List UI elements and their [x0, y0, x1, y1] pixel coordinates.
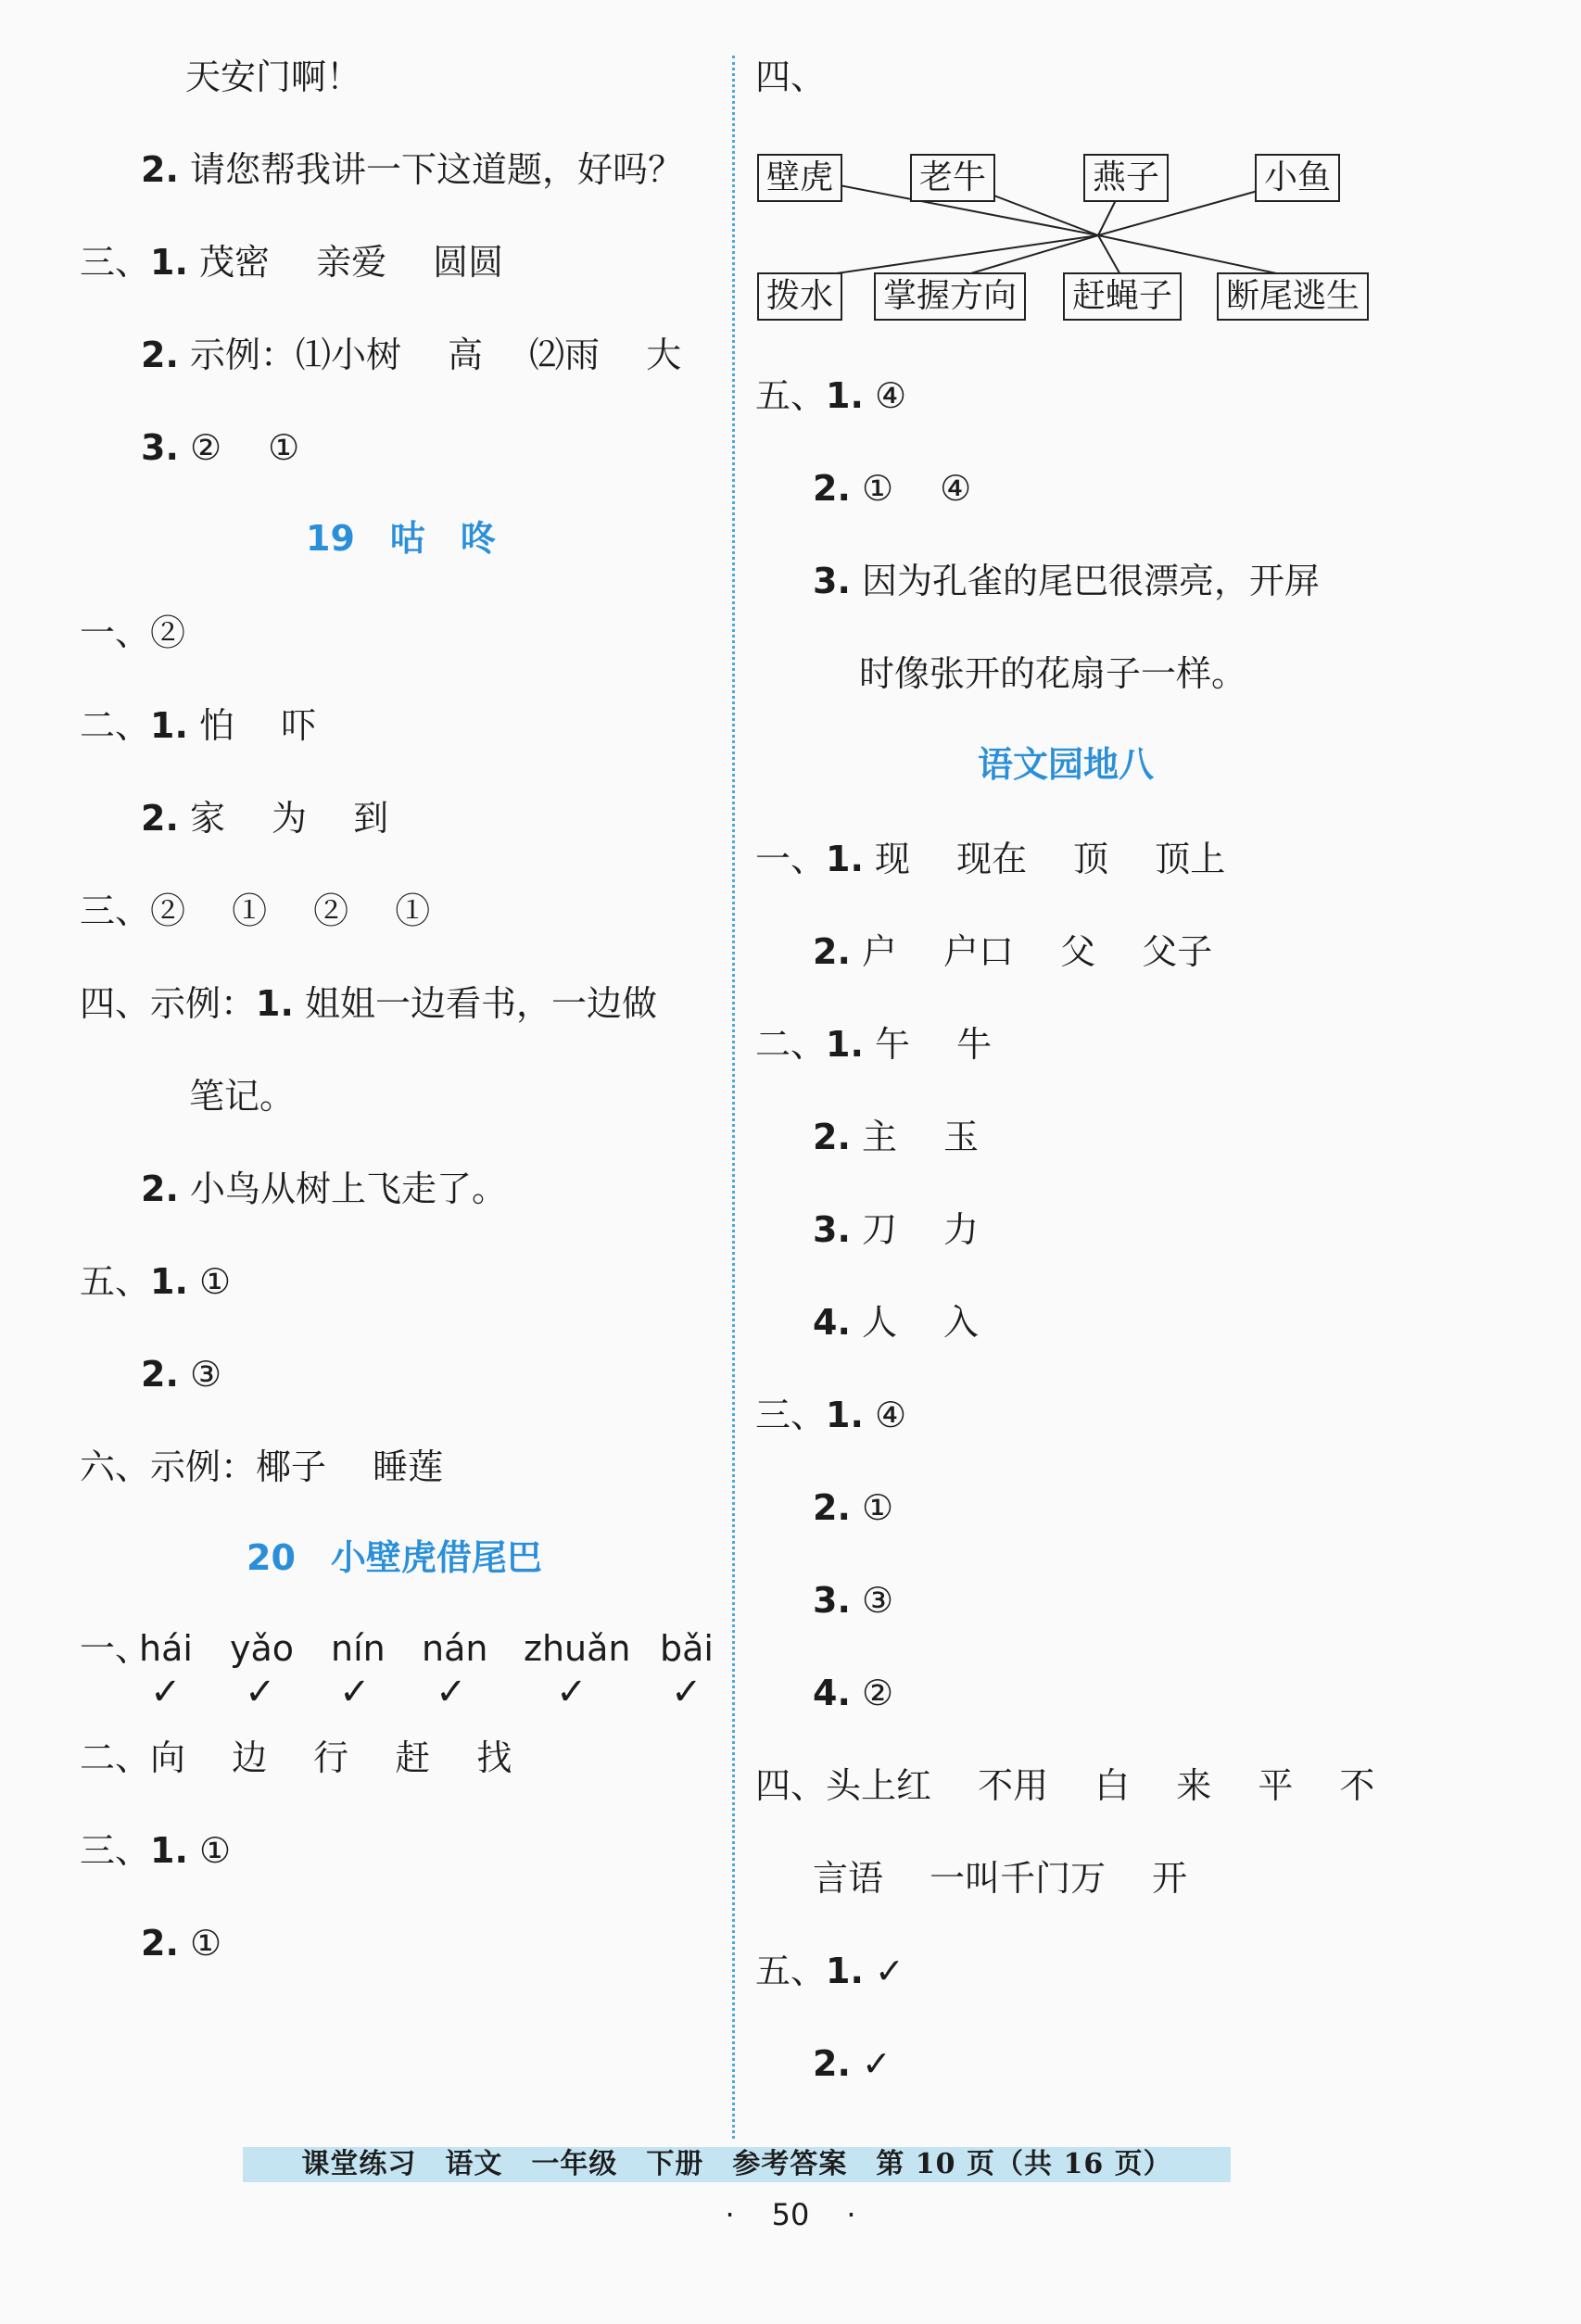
bullet-dot: · [725, 2197, 735, 2232]
answer-line [755, 1392, 906, 1438]
item-number: 2. [141, 1923, 179, 1964]
answer-text: ① [187, 1830, 232, 1871]
item-number: 4. [813, 1673, 851, 1713]
item-number: 2. [141, 149, 179, 190]
check-mark-icon: ✓ [339, 1671, 371, 1713]
answer-text: 刀 力 [850, 1209, 980, 1250]
animal-box: 壁虎 [757, 154, 842, 202]
bullet-dot: · [846, 2197, 856, 2232]
answer-text: 户 户口 父 父子 [850, 931, 1213, 972]
item-number: 3. [813, 1580, 851, 1621]
pinyin-word: hái [139, 1628, 193, 1669]
check-mark-icon: ✓ [671, 1671, 702, 1713]
answer-line: 时像张开的花扇子一样。 [859, 653, 1247, 694]
item-number: 2. [141, 1168, 179, 1209]
answer-text: 人 入 [850, 1302, 980, 1343]
answer-line [80, 239, 503, 285]
lesson-heading: 19 咕 咚 [306, 518, 496, 559]
answer-line: 二、向 边 行 赶 找 [80, 1737, 512, 1778]
item-number: 2. [141, 1354, 179, 1395]
item-number: 2. [141, 798, 179, 839]
item-number: 1. [150, 1261, 188, 1302]
answer-text: ③ [178, 1354, 222, 1395]
answer-line [813, 928, 1212, 975]
pinyin-word: nín [331, 1628, 386, 1669]
section-prefix: 三、 [80, 242, 151, 283]
answer-line [755, 836, 1225, 882]
section-prefix: 五、 [755, 1951, 827, 1991]
function-box: 赶蝇子 [1063, 272, 1182, 321]
answer-text: 示例：⑴小树 高 ⑵雨 大 [178, 335, 682, 375]
section-prefix: 一、 [80, 1628, 151, 1669]
answer-line [80, 980, 657, 1027]
answer-text: 怕 吓 [187, 705, 317, 746]
page-number [0, 2196, 1581, 2233]
section-prefix: 二、 [755, 1024, 827, 1065]
answer-text: 主 玉 [850, 1117, 980, 1157]
pinyin-word: zhuǎn [524, 1628, 631, 1669]
item-number: 1. [826, 839, 864, 879]
answer-line [141, 1351, 221, 1397]
answer-text: ① [178, 1923, 222, 1964]
item-number: 1. [256, 983, 294, 1024]
animal-box: 小鱼 [1255, 154, 1340, 202]
answer-line [755, 373, 906, 419]
function-box: 拨水 [757, 272, 842, 321]
item-number: 2. [813, 2043, 851, 2084]
answer-line [813, 465, 971, 512]
item-number: 2. [813, 1487, 851, 1528]
answer-text: ④ [863, 1395, 907, 1435]
item-number: 3. [813, 561, 851, 601]
lesson-heading: 语文园地八 [978, 744, 1155, 785]
answer-line [813, 1299, 979, 1345]
item-number: 1. [826, 1951, 864, 1991]
animal-box: 燕子 [1083, 154, 1169, 202]
section-prefix: 三、 [755, 1395, 827, 1435]
section-prefix: 二、 [80, 705, 151, 746]
item-number: 1. [150, 1830, 188, 1871]
answer-line: 六、示例：椰子 睡莲 [80, 1446, 444, 1487]
lesson-heading: 20 小壁虎借尾巴 [247, 1537, 542, 1578]
answer-text: ④ [863, 375, 907, 416]
answer-line [80, 702, 316, 749]
column-divider [732, 56, 735, 2139]
answer-text: ① [850, 1487, 894, 1528]
answer-text: 小鸟从树上飞走了。 [178, 1168, 507, 1209]
answer-line [80, 1258, 231, 1305]
answer-line [755, 1021, 992, 1067]
section-prefix: 四、 [755, 57, 827, 97]
section-prefix: 五、 [80, 1261, 151, 1302]
answer-line: 四、头上红 不用 白 来 平 不 [755, 1765, 1375, 1806]
answer-line [141, 424, 299, 471]
check-mark-icon: ✓ [150, 1671, 182, 1713]
function-box: 断尾逃生 [1217, 272, 1369, 321]
answer-line [755, 1948, 904, 1994]
answer-text: ② [850, 1673, 894, 1713]
answer-text: ① [187, 1261, 232, 1302]
answer-line [813, 1206, 979, 1253]
item-number: 1. [826, 1395, 864, 1435]
check-mark-icon: ✓ [556, 1671, 588, 1713]
answer-text: 姐姐一边看书，一边做 [293, 983, 657, 1024]
answer-text: 家 为 到 [178, 798, 389, 839]
item-number: 1. [826, 1024, 864, 1065]
answer-text: ③ [850, 1580, 894, 1621]
animal-box: 老牛 [910, 154, 995, 202]
answer-text: 茂密 亲爱 圆圆 [187, 242, 504, 283]
item-number: 2. [813, 468, 851, 509]
answer-line: 笔记。 [189, 1076, 296, 1117]
answer-line [80, 1827, 231, 1874]
item-number: 2. [813, 1117, 851, 1157]
item-number: 1. [826, 375, 864, 416]
footer-text: 课堂练习 语文 一年级 下册 参考答案 第 10 页（共 16 页） [301, 2148, 1172, 2180]
answer-line [141, 1166, 507, 1212]
section-prefix: 三、 [80, 1830, 151, 1871]
answer-line: 一、② [80, 613, 186, 653]
answer-text: ② ① [178, 427, 300, 468]
answer-line [141, 795, 388, 841]
answer-line [813, 1670, 893, 1716]
check-mark-icon: ✓ [245, 1671, 276, 1713]
pinyin-word: yǎo [230, 1628, 295, 1669]
answer-text: ① ④ [850, 468, 972, 509]
answer-line [141, 146, 683, 193]
item-number: 3. [813, 1209, 851, 1250]
answer-text: 现 现在 顶 顶上 [863, 839, 1226, 879]
answer-text: ✓ [863, 1951, 904, 1991]
item-number: 1. [150, 705, 188, 746]
answer-text: 午 牛 [863, 1024, 993, 1065]
pinyin-word: bǎi [660, 1628, 714, 1669]
answer-text: 因为孔雀的尾巴很漂亮，开屏 [850, 561, 1320, 601]
item-number: 3. [141, 427, 179, 468]
answer-line [813, 1484, 893, 1531]
section-prefix: 四、示例： [80, 983, 257, 1024]
pinyin-word: nán [422, 1628, 488, 1669]
answer-line [813, 2040, 892, 2087]
page-number-value: 50 [771, 2197, 810, 2232]
section-prefix: 五、 [755, 375, 827, 416]
item-number: 2. [141, 335, 179, 375]
answer-line: 言语 一叫千门万 开 [813, 1858, 1188, 1899]
answer-line [813, 1114, 979, 1160]
answer-line [141, 332, 681, 378]
answer-text: ✓ [850, 2043, 892, 2084]
answer-line [813, 1577, 893, 1623]
answer-text: 请您帮我讲一下这道题，好吗？ [178, 149, 683, 190]
section-prefix: 一、 [755, 839, 827, 879]
answer-line: 天安门啊！ [185, 57, 362, 97]
answer-line [141, 1920, 221, 1966]
footer-band [243, 2147, 1231, 2182]
function-box: 掌握方向 [874, 272, 1026, 321]
answer-line [813, 558, 1320, 604]
check-mark-icon: ✓ [436, 1671, 467, 1713]
item-number: 4. [813, 1302, 851, 1343]
item-number: 1. [150, 242, 188, 283]
answer-line: 三、② ① ② ① [80, 890, 431, 931]
item-number: 2. [813, 931, 851, 972]
